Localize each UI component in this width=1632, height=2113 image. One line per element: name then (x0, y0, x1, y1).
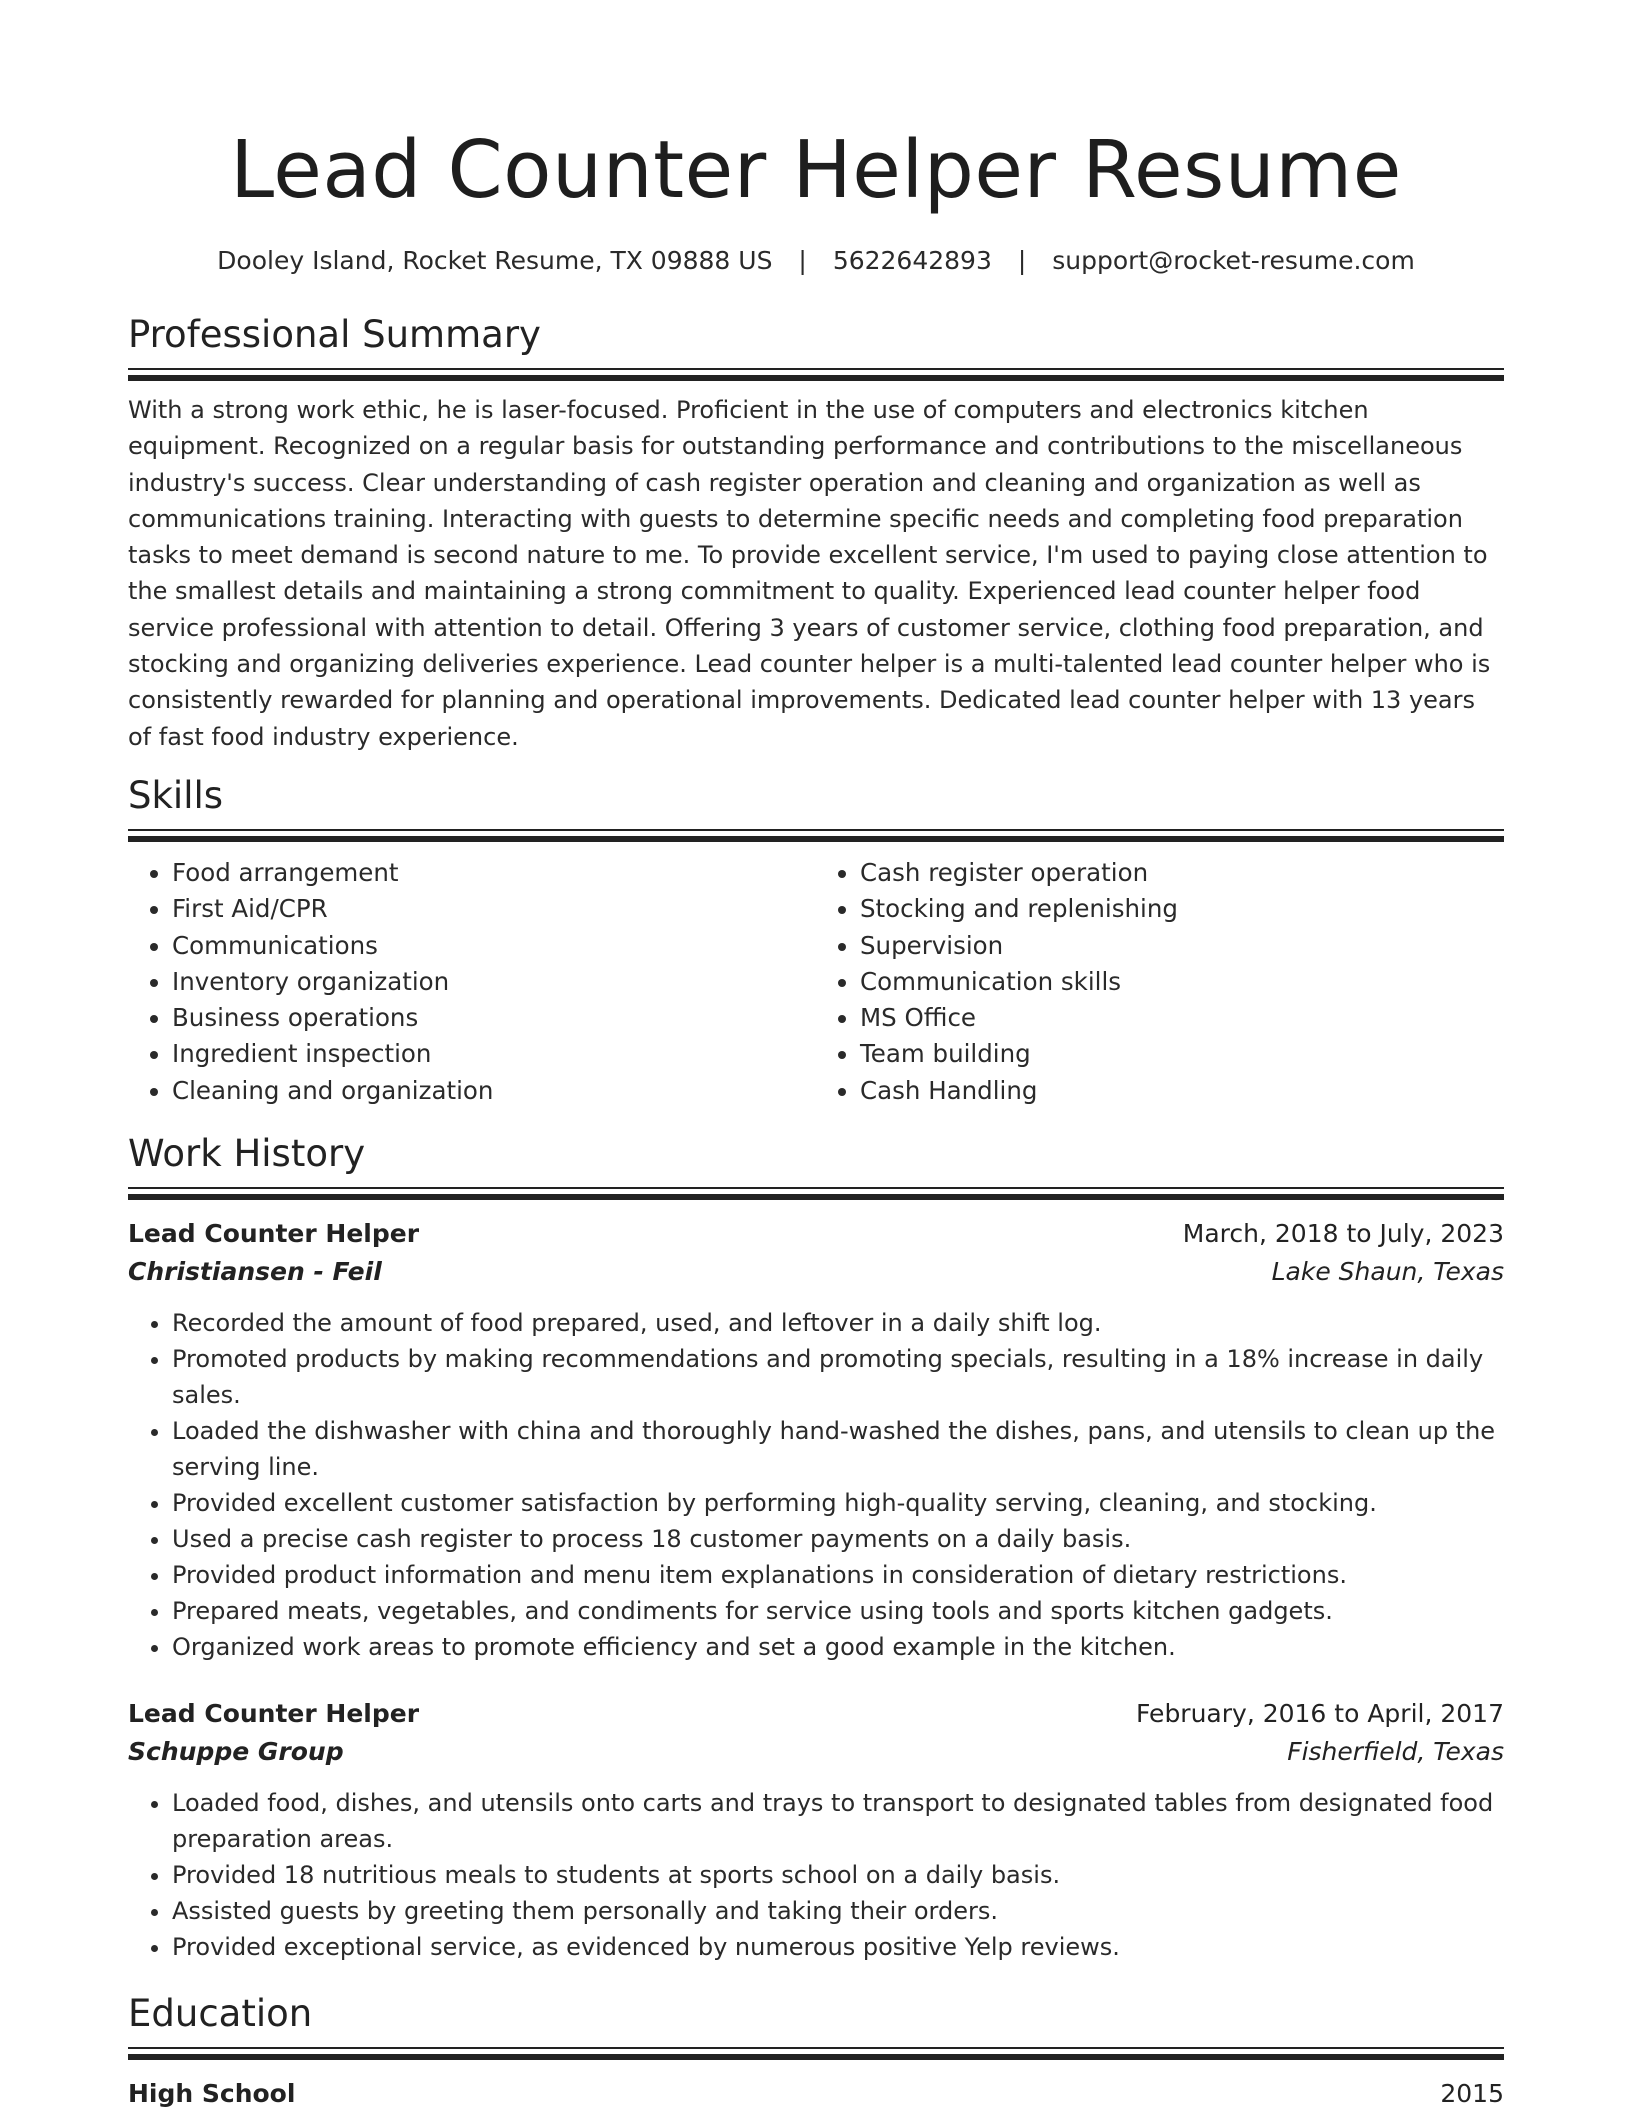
job-dates: February, 2016 to April, 2017 (1136, 1699, 1504, 1729)
job-bullet: • Organized work areas to promote efficiency and set a good example in the kitchen. (172, 1629, 1504, 1665)
education-degree: High School (128, 2079, 296, 2109)
skill-item: • Supervision (860, 928, 1504, 964)
job-bullet: • Provided excellent customer satisfaction by performing high-quality serving, cleaning, and stocking. (172, 1485, 1504, 1521)
job-company: Christiansen - Feil (128, 1257, 382, 1287)
job-subheader (128, 1733, 1504, 1771)
job-bullet: • Provided 18 nutritious meals to students at sports school on a daily basis. (172, 1857, 1504, 1893)
education-year: 2015 (1440, 2079, 1504, 2109)
job-bullet: • Prepared meats, vegetables, and condiments for service using tools and sports kitchen gadgets. (172, 1593, 1504, 1629)
skill-item: • Business operations (172, 1000, 816, 1036)
job-location: Lake Shaun, Texas (1271, 1257, 1504, 1287)
job-dates: March, 2018 to July, 2023 (1182, 1219, 1504, 1249)
skill-item: • Communication skills (860, 964, 1504, 1000)
skill-item: • Cash Handling (860, 1073, 1504, 1109)
job-bullets (128, 1785, 1504, 1965)
education-entry (128, 2075, 1504, 2113)
section-divider (128, 2047, 1504, 2059)
job-bullet: • Loaded food, dishes, and utensils onto carts and trays to transport to designated tables from designated food preparation areas. (172, 1785, 1504, 1857)
skill-item: • Cleaning and organization (172, 1073, 816, 1109)
education-heading: Education (128, 1992, 313, 2036)
skill-item: • First Aid/CPR (172, 891, 816, 927)
summary-heading: Professional Summary (128, 313, 541, 356)
skill-item: • Team building (860, 1036, 1504, 1072)
education-section (128, 1991, 1504, 2113)
work-heading: Work History (128, 1132, 366, 1176)
skill-item: • Cash register operation (860, 855, 1504, 891)
job-bullets (128, 1305, 1504, 1665)
job-bullet: • Provided exceptional service, as evidenced by numerous positive Yelp reviews. (172, 1929, 1504, 1965)
skills-columns (128, 855, 1504, 1109)
contact-email: support@rocket-resume.com (1052, 246, 1415, 275)
skill-item: • Stocking and replenishing (860, 891, 1504, 927)
job-bullet: • Assisted guests by greeting them personally and taking their orders. (172, 1893, 1504, 1929)
work-section (128, 1131, 1504, 1965)
contact-separator: | (798, 246, 807, 275)
contact-phone: 5622642893 (832, 246, 992, 275)
job-header (128, 1695, 1504, 1733)
contact-line (128, 244, 1504, 278)
job-bullet: • Loaded the dishwasher with china and thoroughly hand-washed the dishes, pans, and utensils to clean up the serving line. (172, 1413, 1504, 1485)
job-header (128, 1215, 1504, 1253)
job-bullet: • Recorded the amount of food prepared, used, and leftover in a daily shift log. (172, 1305, 1504, 1341)
summary-text: With a strong work ethic, he is laser-focused. Proficient in the use of computers and electronics kitchen equipment. Recognized on a regular basis for outstanding performance and contributions to the miscellaneous industry's success. Clear understanding of cash register operation and cleaning and organization as well as communications training. Interacting with guests to determine specific needs and completing food preparation tasks to meet demand is second nature to me. To provide excellent service, I'm used to paying close attention to the smallest details and maintaining a strong commitment to quality. Experienced lead counter helper food service professional with attention to detail. Offering 3 years of customer service, clothing food preparation, and stocking and organizing deliveries experience. Lead counter helper is a multi-talented lead counter helper who is consistently rewarded for planning and operational improvements. Dedicated lead counter helper with 13 years of fast food industry experience. (128, 396, 1491, 751)
section-divider (128, 368, 1504, 380)
contact-address: Dooley Island, Rocket Resume, TX 09888 US (217, 246, 773, 275)
section-divider (128, 829, 1504, 841)
job-entry (128, 1215, 1504, 1665)
resume-title: Lead Counter Helper Resume (230, 124, 1402, 216)
job-bullet: • Provided product information and menu item explanations in consideration of dietary restrictions. (172, 1557, 1504, 1593)
skill-item: • MS Office (860, 1000, 1504, 1036)
skills-list-left (128, 855, 816, 1109)
job-title: Lead Counter Helper (128, 1699, 420, 1729)
job-bullet: • Used a precise cash register to process 18 customer payments on a daily basis. (172, 1521, 1504, 1557)
summary-section (128, 312, 1504, 755)
job-bullet: • Promoted products by making recommendations and promoting specials, resulting in a 18% increase in daily sales. (172, 1341, 1504, 1413)
job-entry (128, 1695, 1504, 1965)
job-title: Lead Counter Helper (128, 1219, 420, 1249)
job-subheader (128, 1253, 1504, 1291)
job-company: Schuppe Group (128, 1737, 344, 1767)
contact-separator: | (1017, 246, 1027, 275)
skills-section (128, 773, 1504, 1109)
skill-item: • Communications (172, 928, 816, 964)
job-location: Fisherfield, Texas (1287, 1737, 1504, 1767)
skill-item: • Food arrangement (172, 855, 816, 891)
skill-item: • Ingredient inspection (172, 1036, 816, 1072)
skills-heading: Skills (128, 773, 224, 817)
skill-item: • Inventory organization (172, 964, 816, 1000)
section-divider (128, 1187, 1504, 1199)
skills-list-right (816, 855, 1504, 1109)
